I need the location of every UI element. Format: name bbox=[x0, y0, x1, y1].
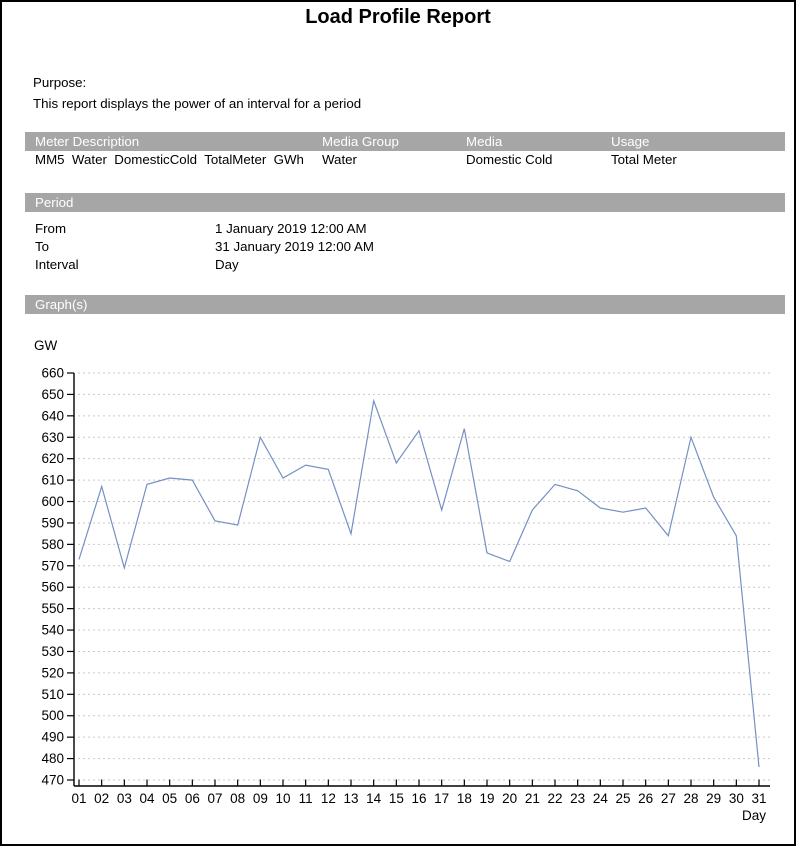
x-tick-label: 16 bbox=[411, 791, 427, 806]
graphs-header-label: Graph(s) bbox=[35, 297, 88, 312]
load-profile-chart bbox=[2, 2, 794, 844]
y-tick-label: 500 bbox=[41, 708, 64, 724]
x-tick-label: 28 bbox=[683, 791, 699, 806]
to-label: To bbox=[35, 239, 50, 254]
x-tick-label: 30 bbox=[728, 791, 744, 806]
x-tick-label: 14 bbox=[366, 791, 382, 806]
x-tick-label: 11 bbox=[298, 791, 313, 806]
x-tick-label: 29 bbox=[706, 791, 722, 806]
y-tick-label: 630 bbox=[41, 429, 64, 445]
x-tick-label: 03 bbox=[116, 791, 132, 806]
y-tick-label: 480 bbox=[41, 751, 64, 767]
interval-value: Day bbox=[215, 257, 239, 272]
x-tick-label: 06 bbox=[184, 791, 200, 806]
x-tick-label: 01 bbox=[71, 791, 87, 806]
x-tick-label: 09 bbox=[252, 791, 268, 806]
y-unit-label: GW bbox=[34, 338, 58, 353]
y-tick-label: 490 bbox=[41, 729, 64, 745]
y-tick-label: 520 bbox=[41, 665, 64, 681]
meter-description-value: MM5 Water DomesticCold TotalMeter GWh bbox=[35, 152, 304, 167]
purpose-label: Purpose: bbox=[33, 75, 87, 90]
x-tick-label: 31 bbox=[751, 791, 767, 806]
x-tick-label: 25 bbox=[615, 791, 631, 806]
from-value: 1 January 2019 12:00 AM bbox=[215, 221, 367, 236]
y-tick-label: 570 bbox=[41, 558, 64, 574]
x-tick-label: 02 bbox=[94, 791, 110, 806]
x-tick-label: 08 bbox=[230, 791, 246, 806]
x-tick-label: 20 bbox=[502, 791, 518, 806]
y-tick-label: 600 bbox=[41, 494, 64, 510]
column-header-media: Media bbox=[466, 134, 503, 149]
x-tick-label: 22 bbox=[547, 791, 563, 806]
y-tick-label: 610 bbox=[41, 472, 64, 488]
from-label: From bbox=[35, 221, 67, 236]
y-tick-label: 540 bbox=[41, 622, 64, 638]
page-title: Load Profile Report bbox=[305, 6, 491, 28]
x-tick-label: 07 bbox=[207, 791, 223, 806]
to-value: 31 January 2019 12:00 AM bbox=[215, 239, 374, 254]
x-tick-label: 19 bbox=[479, 791, 495, 806]
x-tick-label: 26 bbox=[638, 791, 654, 806]
y-tick-label: 580 bbox=[41, 536, 64, 552]
y-tick-label: 560 bbox=[41, 579, 64, 595]
column-header-media-group: Media Group bbox=[322, 134, 399, 149]
x-tick-label: 13 bbox=[343, 791, 359, 806]
media-group-value: Water bbox=[322, 152, 357, 167]
usage-value: Total Meter bbox=[611, 152, 677, 167]
x-tick-label: 27 bbox=[660, 791, 676, 806]
load-profile-line bbox=[79, 401, 759, 767]
column-header-meter-description: Meter Description bbox=[35, 134, 140, 149]
x-tick-label: 18 bbox=[456, 791, 472, 806]
period-header-label: Period bbox=[35, 195, 74, 210]
x-tick-label: 10 bbox=[275, 791, 291, 806]
media-value: Domestic Cold bbox=[466, 152, 553, 167]
x-tick-label: 23 bbox=[570, 791, 586, 806]
x-tick-label: 15 bbox=[388, 791, 404, 806]
y-tick-label: 470 bbox=[41, 772, 64, 788]
x-tick-label: 05 bbox=[162, 791, 178, 806]
y-tick-label: 620 bbox=[41, 451, 64, 467]
x-tick-label: 24 bbox=[592, 791, 608, 806]
x-tick-label: 04 bbox=[139, 791, 155, 806]
purpose-text: This report displays the power of an interval for a period bbox=[33, 96, 362, 111]
x-tick-label: 17 bbox=[434, 791, 450, 806]
y-tick-label: 660 bbox=[41, 365, 64, 381]
x-tick-label: 21 bbox=[524, 791, 540, 806]
x-tick-label: 12 bbox=[320, 791, 336, 806]
y-tick-label: 530 bbox=[41, 643, 64, 659]
column-header-usage: Usage bbox=[611, 134, 650, 149]
y-tick-label: 650 bbox=[41, 386, 64, 402]
y-tick-label: 640 bbox=[41, 408, 64, 424]
interval-label: Interval bbox=[35, 257, 79, 272]
x-axis-label: Day bbox=[741, 808, 766, 823]
y-tick-label: 550 bbox=[41, 601, 64, 617]
y-tick-label: 590 bbox=[41, 515, 64, 531]
y-tick-label: 510 bbox=[41, 686, 64, 702]
